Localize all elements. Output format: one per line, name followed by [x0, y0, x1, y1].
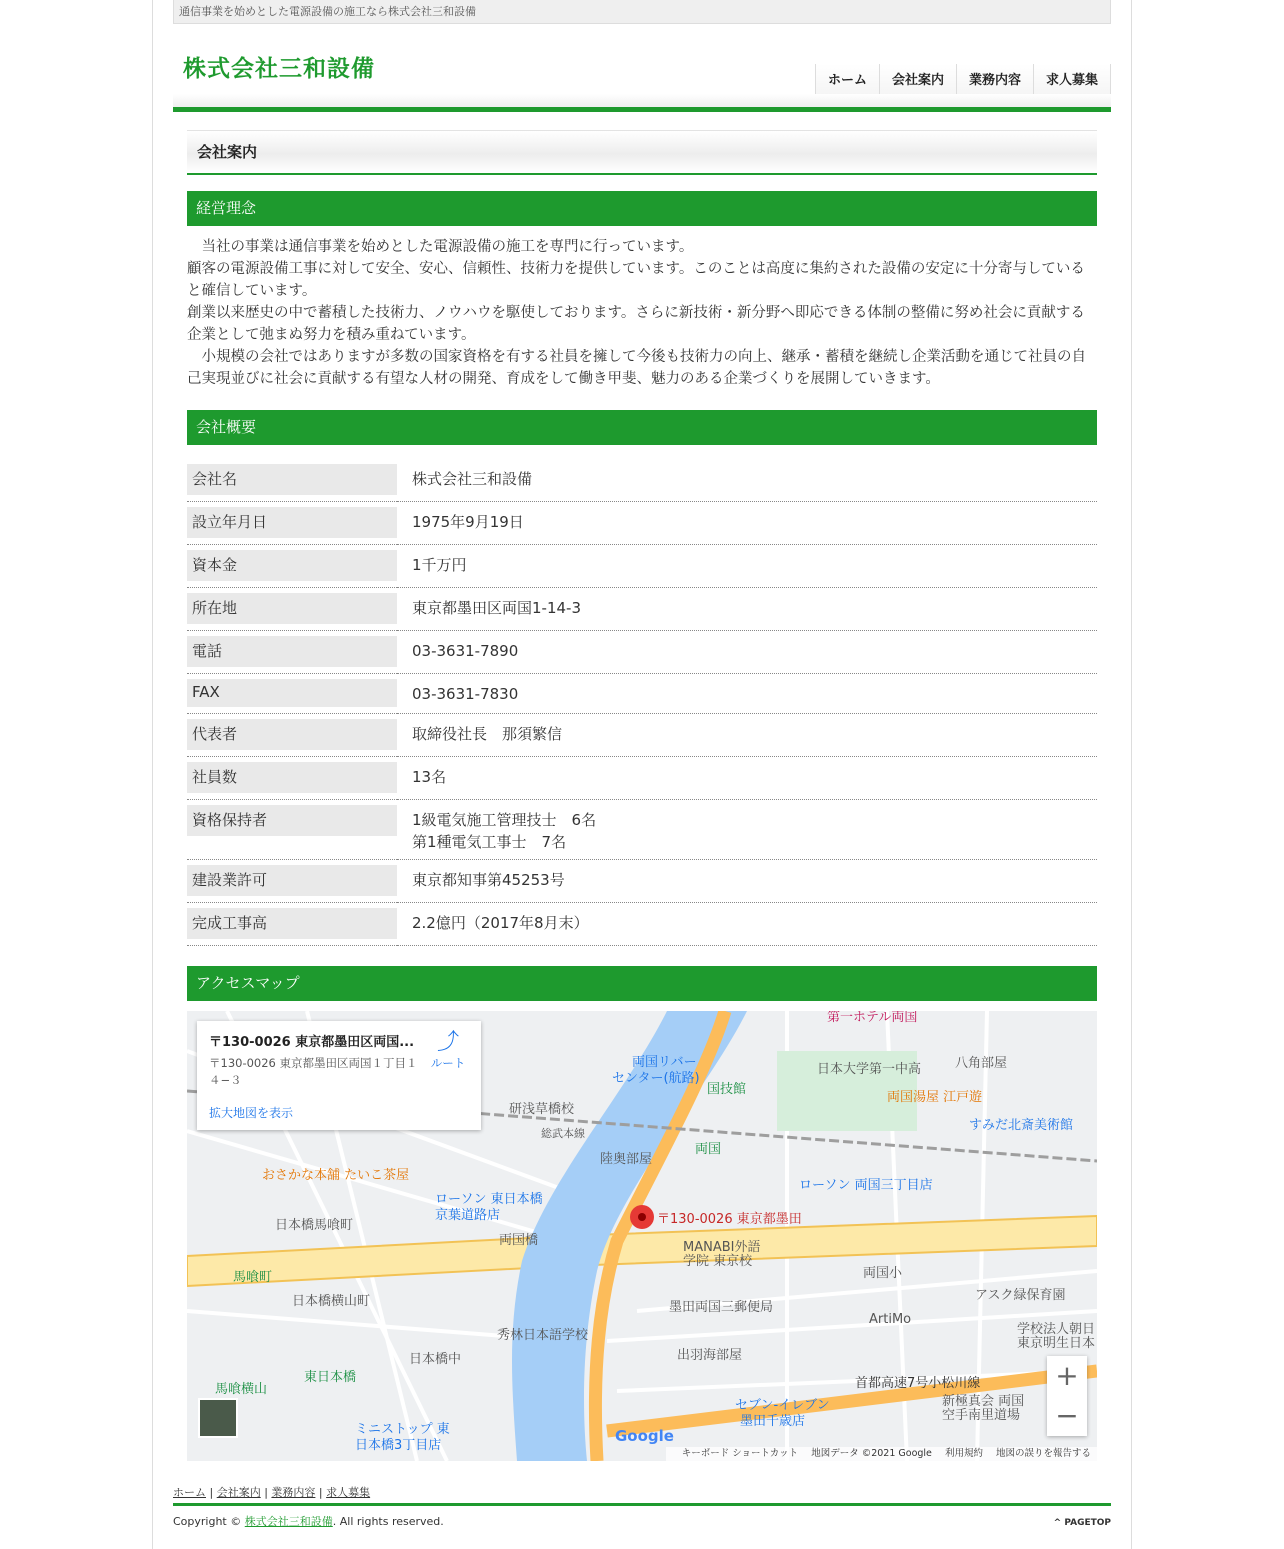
map-label[interactable]: 出羽海部屋 [677, 1348, 743, 1363]
footer-link-company[interactable]: 会社案内 [216, 1486, 261, 1499]
terms-link[interactable]: 利用規約 [944, 1448, 983, 1459]
table-row [187, 714, 1097, 757]
map-label[interactable]: 空手南里道場 [942, 1408, 1021, 1423]
map-label[interactable]: 陸奥部屋 [600, 1152, 653, 1167]
table-row [187, 903, 1097, 946]
table-row [187, 459, 1097, 502]
row-key: 建設業許可 [187, 865, 397, 896]
map-label[interactable]: 京葉道路店 [435, 1208, 501, 1223]
map-label[interactable]: セブン-イレブン [735, 1398, 830, 1413]
row-key: 電話 [187, 636, 397, 667]
row-key: 資本金 [187, 550, 397, 581]
footer-nav: ホーム | 会社案内 | 業務内容 | 求人募集 [173, 1486, 371, 1499]
map-label[interactable]: 学校法人朝日 [1017, 1322, 1096, 1337]
row-key: 所在地 [187, 593, 397, 624]
map-label[interactable]: アスク緑保育園 [975, 1288, 1066, 1303]
map-label[interactable]: 墨田両国三郵便局 [669, 1300, 774, 1315]
zoom-out-button[interactable]: − [1055, 1399, 1079, 1432]
row-value: 03-3631-7890 [397, 631, 1097, 674]
route-icon: ⤴ [436, 1030, 459, 1055]
map-label[interactable]: ローソン 両国三丁目店 [799, 1178, 933, 1193]
row-key: 社員数 [187, 762, 397, 793]
copyright [173, 1513, 444, 1529]
google-logo: Google [615, 1427, 674, 1445]
enlarge-map-link[interactable]: 拡大地図を表示 [209, 1106, 294, 1120]
nav-home[interactable]: ホーム [815, 64, 880, 104]
row-value: 03-3631-7830 [397, 674, 1097, 714]
philosophy-paragraph: 当社の事業は通信事業を始めとした電源設備の施工を専門に行っています。 [187, 239, 694, 255]
map-label[interactable]: 両国小 [863, 1266, 903, 1281]
map-label[interactable]: 学院 東京校 [683, 1254, 753, 1269]
map-card-title: 〒130-0026 東京都墨田区両国... [209, 1035, 415, 1050]
map-label[interactable]: すみだ北斎美術館 [969, 1118, 1074, 1133]
map-label[interactable]: 墨田千歳店 [740, 1414, 806, 1429]
map-label[interactable]: 第一ホテル両国 [827, 1011, 918, 1025]
map-label[interactable]: 日本大学第一中高 [817, 1062, 922, 1077]
map-data-credit: 地図データ ©2021 Google [811, 1448, 932, 1459]
site-title[interactable]: 株式会社三和設備 [183, 56, 375, 82]
philosophy-paragraph: 顧客の電源設備工事に対して安全、安心、信頼性、技術力を提供しています。このことは高度に集約された設備の安定に十分寄与していると確信しています。 [187, 261, 1085, 299]
map-label[interactable]: 東日本橋 [304, 1370, 357, 1385]
row-key: 完成工事高 [187, 908, 397, 939]
row-value: 東京都知事第45253号 [397, 860, 1097, 903]
section-heading-overview: 会社概要 [187, 410, 1097, 445]
row-value: 取締役社長 那須繁信 [397, 714, 1097, 757]
route-label: ルート [430, 1056, 466, 1070]
footer-link-services[interactable]: 業務内容 [271, 1486, 316, 1499]
page-wrapper [152, 0, 1132, 1549]
row-value [397, 800, 1097, 860]
map-label[interactable]: 馬喰町 [233, 1270, 273, 1285]
access-map[interactable] [187, 1011, 1097, 1461]
tagline: 通信事業を始めとした電源設備の施工なら株式会社三和設備 [173, 0, 1111, 24]
report-error-link[interactable]: 地図の誤りを報告する [995, 1448, 1091, 1459]
map-label[interactable]: 馬喰横山 [215, 1382, 268, 1397]
row-value: 13名 [397, 757, 1097, 800]
map-label[interactable]: ミニストップ 東 [355, 1422, 450, 1437]
keyboard-shortcuts-link[interactable]: キーボード ショートカット [681, 1448, 799, 1459]
row-key: 代表者 [187, 719, 397, 750]
map-label[interactable]: 日本橋中 [409, 1352, 462, 1367]
map-label[interactable]: 両国 [695, 1142, 722, 1157]
footer-link-recruit[interactable]: 求人募集 [326, 1486, 371, 1499]
philosophy-text [187, 236, 1097, 390]
qualification-line: 1級電気施工管理技士 6名 [412, 811, 597, 829]
main-content [187, 130, 1097, 1461]
table-row [187, 502, 1097, 545]
map-label[interactable]: おさかな本舗 たいこ茶屋 [262, 1168, 410, 1183]
copyright-suffix: . All rights reserved. [332, 1515, 444, 1528]
map-label[interactable]: MANABI外語 [683, 1240, 761, 1255]
map-label[interactable]: ローソン 東日本橋 [435, 1192, 543, 1207]
map-label[interactable]: 両国湯屋 江戸遊 [887, 1090, 983, 1105]
row-key: 資格保持者 [187, 805, 397, 836]
satellite-toggle[interactable] [199, 1399, 237, 1437]
row-value: 2.2億円（2017年8月末） [397, 903, 1097, 946]
nav-recruit[interactable]: 求人募集 [1033, 64, 1111, 104]
map-label[interactable]: 八角部屋 [955, 1056, 1008, 1071]
route-button[interactable] [424, 1031, 472, 1071]
table-row [187, 757, 1097, 800]
zoom-in-button[interactable]: + [1055, 1359, 1079, 1392]
row-value: 東京都墨田区両国1-14-3 [397, 588, 1097, 631]
table-row [187, 860, 1097, 903]
map-label[interactable]: 東京明生日本 [1017, 1336, 1096, 1351]
page-title: 会社案内 [187, 130, 1097, 175]
map-zoom-control [1047, 1356, 1087, 1436]
row-key: 設立年月日 [187, 507, 397, 538]
table-row [187, 631, 1097, 674]
row-value: 1千万円 [397, 545, 1097, 588]
map-label[interactable]: 両国リバー [632, 1055, 697, 1070]
footer-link-home[interactable]: ホーム [173, 1486, 206, 1499]
section-heading-access: アクセスマップ [187, 966, 1097, 1001]
map-label[interactable]: 新極真会 両国 [942, 1394, 1025, 1409]
header-accent-line [173, 107, 1111, 112]
philosophy-paragraph: 小規模の会社ではありますが多数の国家資格を有する社員を擁して今後も技術力の向上、継承・蓄積を継続し企業活動を通じて社員の自己実現並びに社会に貢献する有望な人材の開発、育成をして働き甲斐、魅力のある企業づくりを展開していきます。 [187, 349, 1086, 387]
map-label[interactable]: 両国橋 [499, 1233, 539, 1248]
map-label[interactable]: センター(航路) [612, 1071, 700, 1086]
map-label[interactable]: 総武本線 [541, 1127, 585, 1140]
map-attribution [666, 1447, 1097, 1461]
table-row [187, 674, 1097, 714]
philosophy-paragraph: 創業以来歴史の中で蓄積した技術力、ノウハウを駆使しております。さらに新技術・新分野へ即応できる体制の整備に努め社会に貢献する企業として弛まぬ努力を積み重ねています。 [187, 305, 1085, 343]
copyright-company-link[interactable]: 株式会社三和設備 [244, 1515, 333, 1528]
map-label[interactable]: 秀林日本語学校 [497, 1328, 589, 1343]
pagetop-link[interactable]: ^ PAGETOP [1053, 1518, 1111, 1528]
qualification-line: 第1種電気工事士 7名 [412, 833, 567, 851]
map-card-address: 〒130-0026 東京都墨田区両国１丁目１４−３ [209, 1056, 418, 1087]
nav-company[interactable]: 会社案内 [879, 64, 957, 104]
map-label[interactable]: 国技館 [707, 1082, 747, 1097]
row-value: 1975年9月19日 [397, 502, 1097, 545]
row-key: FAX [187, 679, 397, 707]
nav-services[interactable]: 業務内容 [956, 64, 1034, 104]
company-overview-table [187, 459, 1097, 946]
table-row [187, 545, 1097, 588]
row-value: 株式会社三和設備 [397, 459, 1097, 502]
map-label[interactable]: 日本橋馬喰町 [275, 1218, 354, 1233]
map-label[interactable]: 首都高速7号小松川線 [855, 1376, 981, 1391]
table-row [187, 588, 1097, 631]
table-row [187, 800, 1097, 860]
map-label[interactable]: ArtiMo [869, 1312, 912, 1327]
map-label[interactable]: 日本橋横山町 [292, 1294, 371, 1309]
map-label[interactable]: 日本橋3丁目店 [355, 1438, 442, 1453]
row-key: 会社名 [187, 464, 397, 495]
copyright-prefix: Copyright © [173, 1515, 245, 1528]
footer-divider [173, 1503, 1111, 1506]
map-label[interactable]: 研浅草橋校 [509, 1102, 575, 1117]
map-info-card [197, 1021, 481, 1130]
map-pin-label[interactable]: 〒130-0026 東京都墨田 [657, 1212, 802, 1227]
section-heading-philosophy: 経営理念 [187, 191, 1097, 226]
